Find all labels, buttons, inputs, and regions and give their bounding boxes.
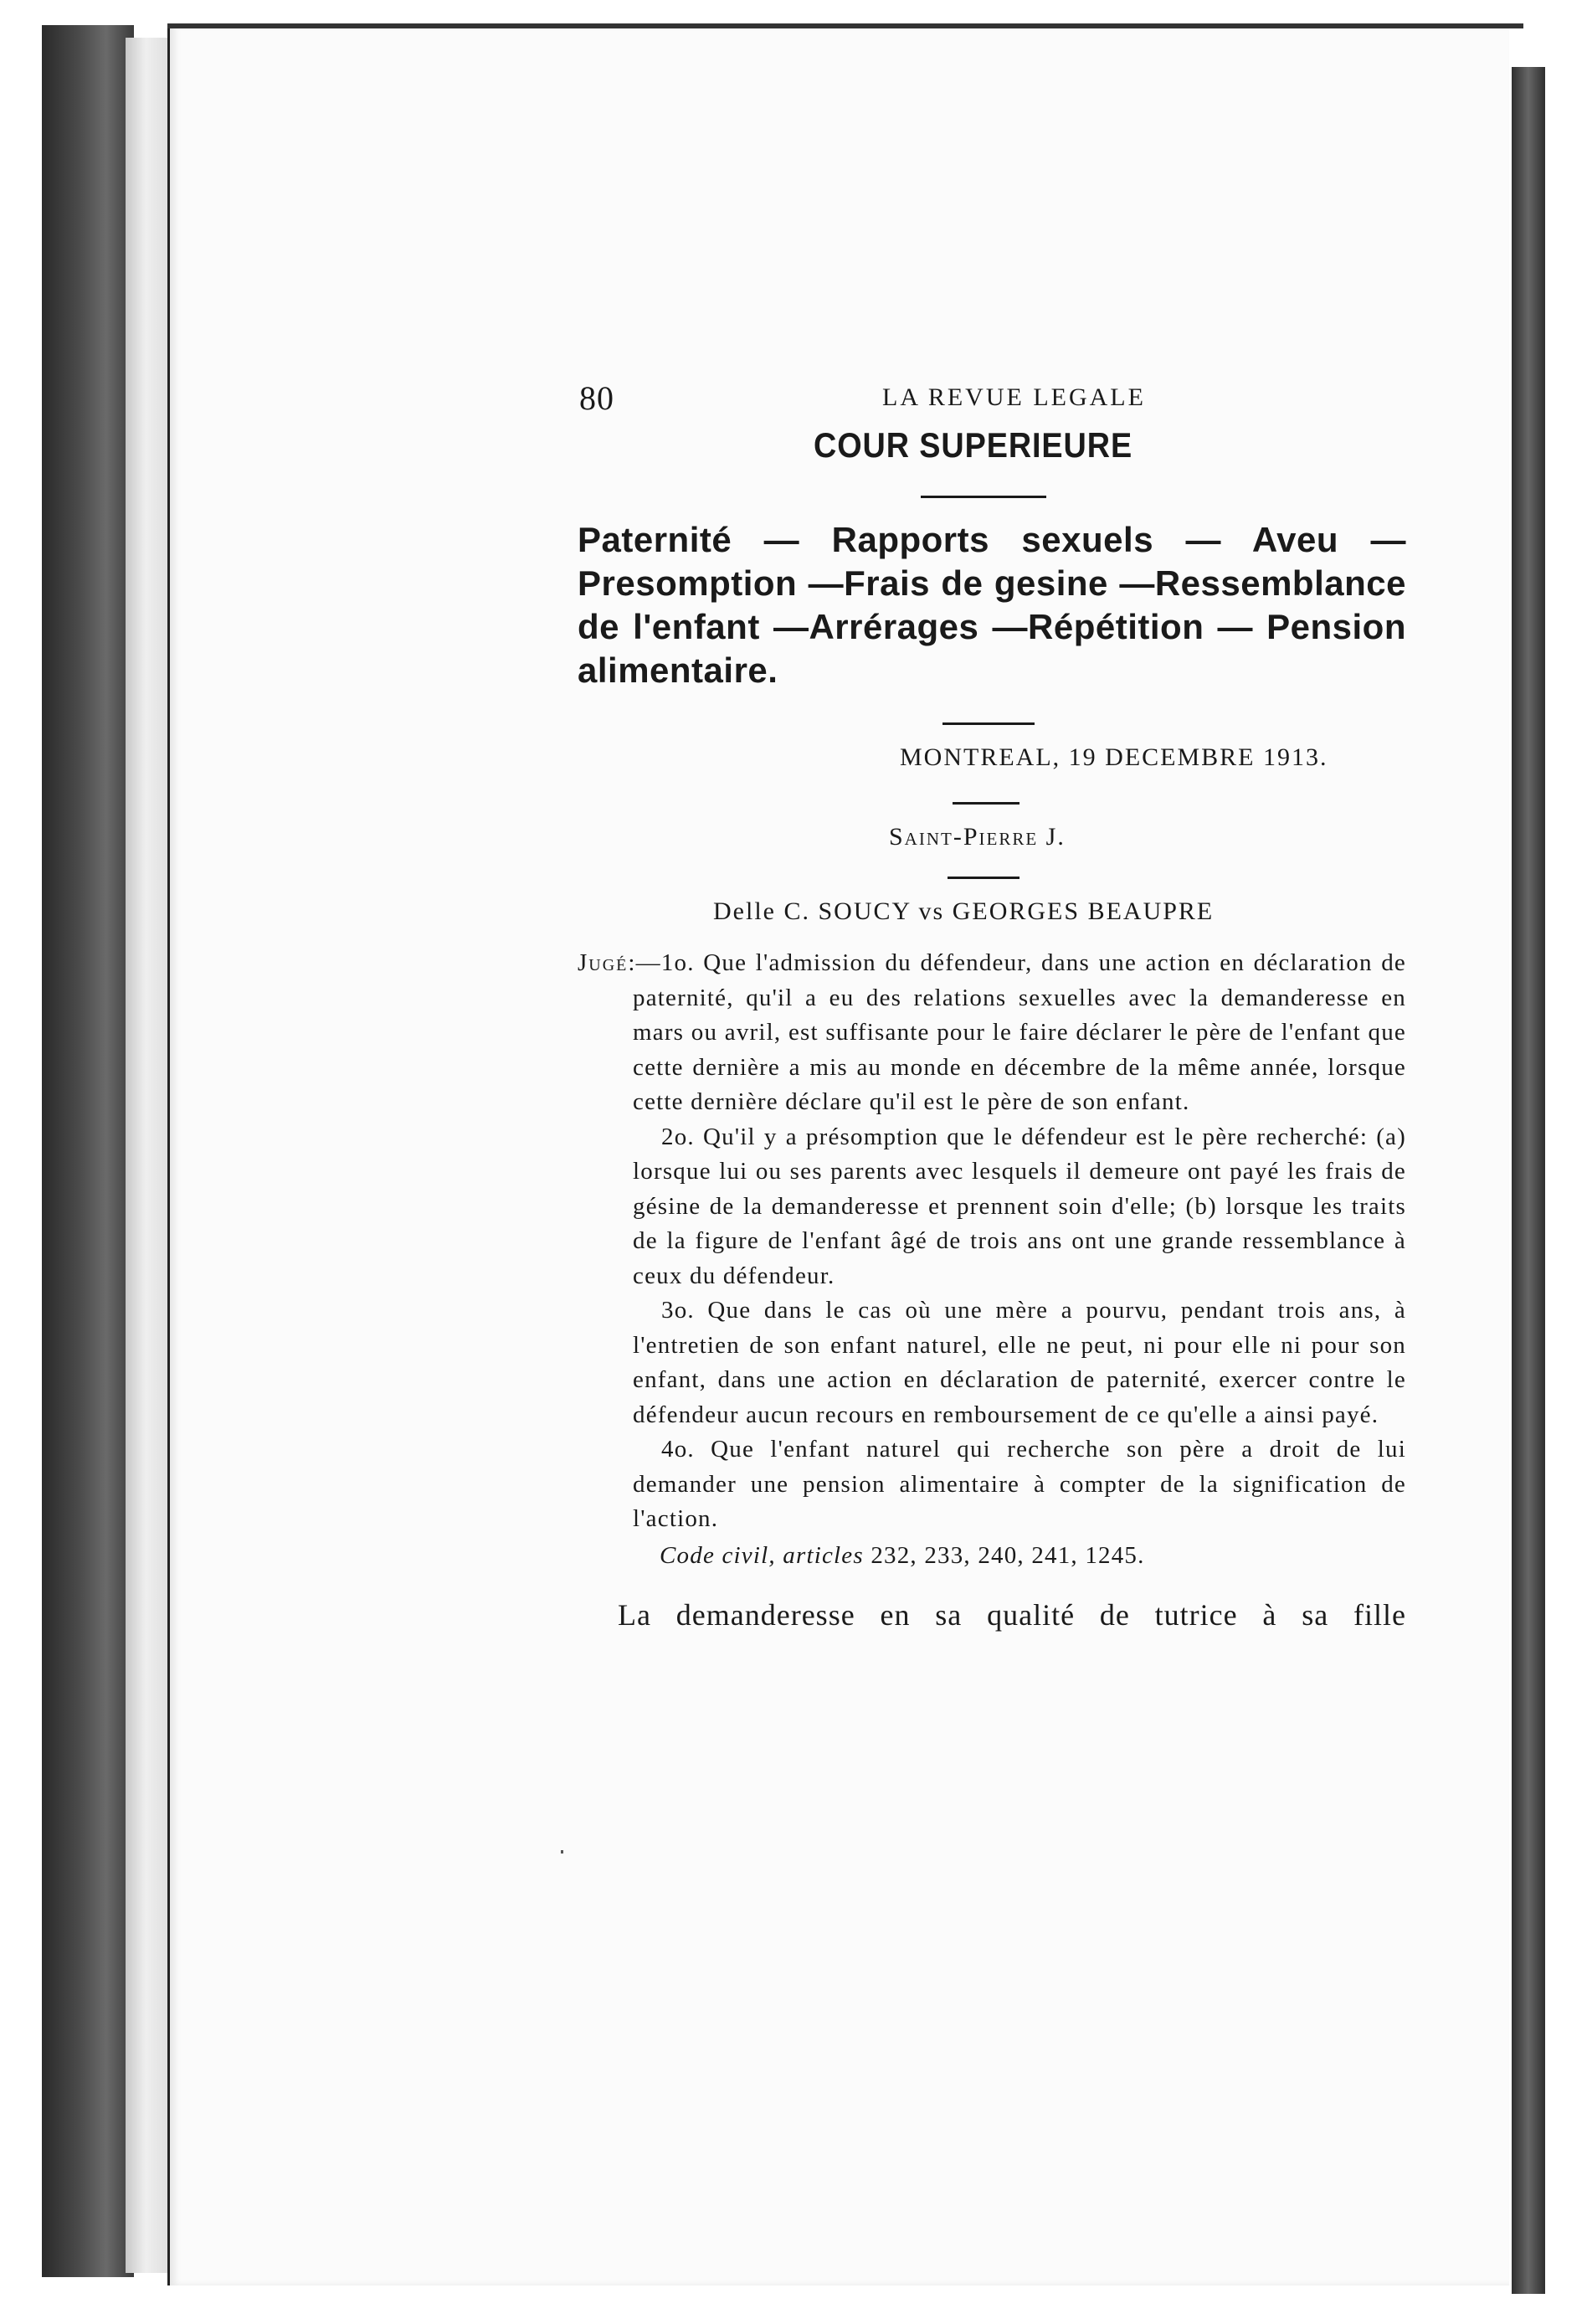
holding-paragraph: 4o. Que l'enfant naturel qui recherche son père a droit de lui demander une pension alimentaire à compter de la signification de l'action. <box>633 1436 1406 1532</box>
court-heading: COUR SUPERIEURE <box>814 425 1133 465</box>
divider-rule <box>921 496 1046 498</box>
running-head <box>578 368 1406 419</box>
code-reference-label: Code civil, articles <box>660 1541 864 1569</box>
dateline: MONTREAL, 19 DECEMBRE 1913. <box>900 743 1328 771</box>
divider-rule <box>953 802 1019 805</box>
scan-margin <box>1545 0 1587 2324</box>
holding-label: Jugé <box>578 949 629 976</box>
page-right-edge <box>1512 67 1545 2294</box>
headnote-title: Paternité — Rapports sexuels — Aveu —Presomption —Frais de gesine —Ressemblance de l'enfant —Arrérages —Répétition — Pension alimentaire. <box>578 520 1406 690</box>
divider-rule <box>942 722 1035 725</box>
holding-paragraph: 3o. Que dans le cas où une mère a pourvu, pendant trois ans, à l'entretien de son enfant naturel, elle ne peut, ni pour elle ni pour son enfant, dans une action en déclaration de paternité, exercer contre le défendeur aucun recours en remboursement de ce qu'elle a ainsi payé. <box>633 1297 1406 1428</box>
holding-paragraph <box>578 946 1406 1120</box>
page-top-edge <box>167 23 1523 28</box>
case-parties: Delle C. SOUCY vs GEORGES BEAUPRE <box>713 897 1215 925</box>
page-content <box>578 368 1406 1635</box>
holding-paragraph: 2o. Qu'il y a présomption que le défendeur est le père recherché: (a) lorsque lui ou ses parents avec lesquels il demeure ont payé les frais de gésine de la demanderesse et prennent soin d'elle; (b) lorsque les traits de la figure de l'enfant âgé de trois ans ont une grande ressemblance à ceux du défendeur. <box>633 1123 1406 1289</box>
journal-title: LA REVUE LEGALE <box>882 383 1146 411</box>
code-reference <box>578 1542 1406 1570</box>
book-binding-edge <box>42 25 134 2277</box>
holding-section <box>578 946 1406 1537</box>
divider-rule <box>948 877 1019 879</box>
code-reference-articles: 232, 233, 240, 241, 1245. <box>871 1541 1145 1569</box>
scan-speck <box>561 1850 563 1854</box>
body-text: La demanderesse en sa qualité de tutrice à sa fille <box>618 1597 1406 1632</box>
judge-name: Saint-Pierre J. <box>889 823 1066 851</box>
holding-text: :—1o. Que l'admission du défendeur, dans une action en déclaration de paternité, qu'il a eu des relations sexuelles avec la demanderesse en mars ou avril, est suffisante pour le faire déclarer le père de l'enfant que cette dernière a mis au monde en décembre de la même année, lorsque cette dernière déclare qu'il est le père de son enfant. <box>628 949 1406 1115</box>
page-number: 80 <box>579 379 614 417</box>
